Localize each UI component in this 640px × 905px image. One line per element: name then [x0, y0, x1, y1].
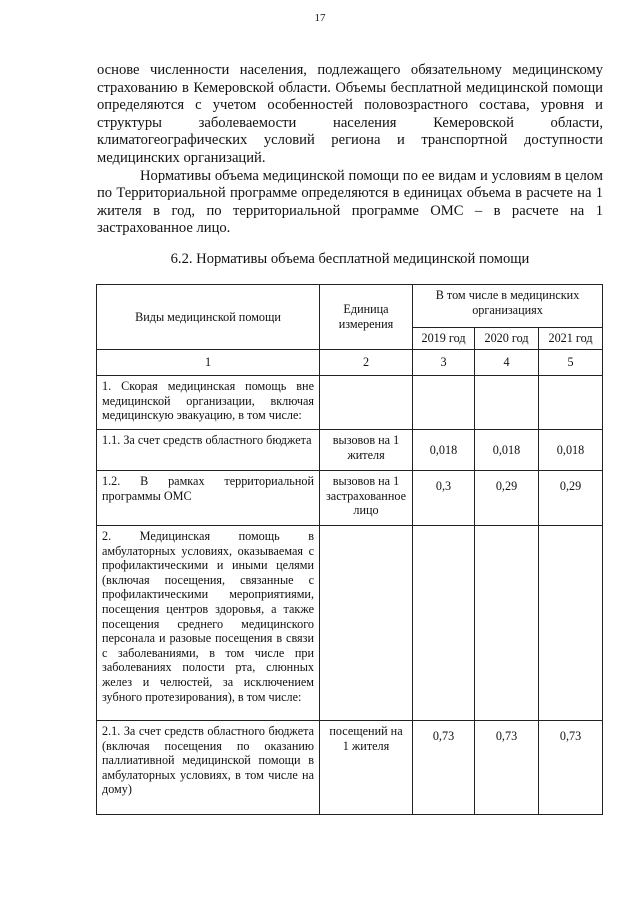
row-value-2019 — [413, 526, 475, 721]
row-unit — [320, 526, 413, 721]
row-value-2020: 0,018 — [475, 430, 539, 471]
col-number-1: 1 — [97, 350, 320, 376]
row-value-2020: 0,29 — [475, 471, 539, 526]
row-value-2021: 0,29 — [539, 471, 603, 526]
paragraph-1: основе численности населения, подлежащего обязательному медицинскому страхованию в Кемеровской области. Объемы бесплатной медицинской помощи определяются с учетом особенностей половозрастного состава, уровня и структуры заболеваемости населения Кемеровской области, климатогеографических условий региона и транспортной доступности медицинских организаций. — [97, 62, 603, 166]
col-number-4: 4 — [475, 350, 539, 376]
row-type: 2.1. За счет средств областного бюджета (включая посещения по оказанию паллиативной медицинской помощи в амбулаторных условиях, в том числе на дому) — [97, 721, 320, 815]
row-value-2021 — [539, 376, 603, 430]
table-row — [97, 526, 603, 721]
row-type: 1.2. В рамках территориальной программы ОМС — [97, 471, 320, 526]
header-year-2021: 2021 год — [539, 328, 603, 350]
row-value-2021: 0,018 — [539, 430, 603, 471]
paragraph-2: Нормативы объема медицинской помощи по ее видам и условиям в целом по Территориальной программе определяются в единицах объема в расчете на 1 жителя в год, по территориальной программе ОМС – в расчете на 1 застрахованное лицо. — [97, 167, 603, 237]
page-number: 17 — [314, 12, 326, 24]
row-value-2019: 0,3 — [413, 471, 475, 526]
row-value-2019 — [413, 376, 475, 430]
row-value-2021 — [539, 526, 603, 721]
row-value-2019: 0,73 — [413, 721, 475, 815]
body-text — [97, 62, 603, 238]
table-row — [97, 721, 603, 815]
header-types: Виды медицинской помощи — [97, 285, 320, 350]
norms-table — [96, 284, 603, 815]
row-value-2020: 0,73 — [475, 721, 539, 815]
col-number-5: 5 — [539, 350, 603, 376]
row-unit: вызовов на 1 застрахованное лицо — [320, 471, 413, 526]
header-year-2019: 2019 год — [413, 328, 475, 350]
header-unit: Единица измерения — [320, 285, 413, 350]
table-row — [97, 471, 603, 526]
section-heading: 6.2. Нормативы объема бесплатной медицинской помощи — [170, 251, 530, 267]
row-value-2020 — [475, 526, 539, 721]
row-type: 2. Медицинская помощь в амбулаторных условиях, оказываемая с профилактическими и иными целями (включая посещения, связанные с профилактическими мероприятиями, посещения центров здоровья, а также посещения среднего медицинского персонала и разовые посещения в связи с заболеваниями, в том числе при заболеваниях полости рта, слюнных желез и челюстей, за исключением зубного протезирования), в том числе: — [97, 526, 320, 721]
row-unit: посещений на 1 жителя — [320, 721, 413, 815]
row-value-2020 — [475, 376, 539, 430]
row-type: 1. Скорая медицинская помощь вне медицинской организации, включая медицинскую эвакуацию, в том числе: — [97, 376, 320, 430]
col-number-2: 2 — [320, 350, 413, 376]
row-unit — [320, 376, 413, 430]
table-row — [97, 430, 603, 471]
header-year-2020: 2020 год — [475, 328, 539, 350]
row-type: 1.1. За счет средств областного бюджета — [97, 430, 320, 471]
table-row — [97, 376, 603, 430]
col-number-3: 3 — [413, 350, 475, 376]
row-value-2019: 0,018 — [413, 430, 475, 471]
header-group: В том числе в медицинских организациях — [413, 285, 603, 328]
row-value-2021: 0,73 — [539, 721, 603, 815]
row-unit: вызовов на 1 жителя — [320, 430, 413, 471]
